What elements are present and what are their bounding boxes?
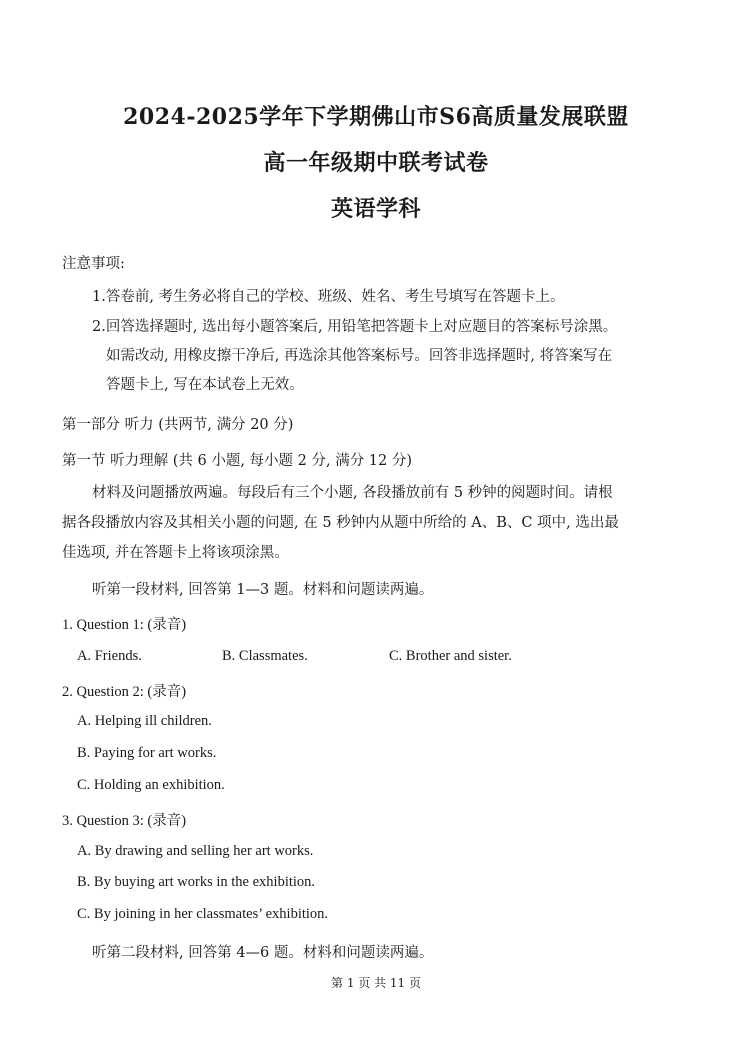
question-2-stem: 2. Question 2: (录音): [62, 684, 187, 700]
notes-item-1: 1.答卷前, 考生务必将自己的学校、班级、姓名、考生号填写在答题卡上。: [92, 289, 565, 305]
part1-heading: 第一部分 听力 (共两节, 满分 20 分): [62, 417, 294, 433]
page-number: 第 1 页 共 11 页: [331, 976, 421, 990]
question-1-stem: 1. Question 1: (录音): [62, 617, 187, 633]
question-2-option-b: B. Paying for art works.: [77, 745, 217, 761]
notes-item-2-line3: 答题卡上, 写在本试卷上无效。: [106, 377, 304, 393]
instructions-line2: 据各段播放内容及其相关小题的问题, 在 5 秒钟内从题中所给的 A、B、C 项中, 选出最: [62, 515, 619, 531]
exam-subject-title: 英语学科: [330, 196, 421, 222]
question-3-option-a: A. By drawing and selling her art works.: [77, 843, 314, 859]
question-1-option-c: C. Brother and sister.: [389, 648, 512, 664]
notes-heading: 注意事项:: [62, 256, 125, 272]
question-2-option-c: C. Holding an exhibition.: [77, 777, 225, 793]
question-1-option-b: B. Classmates.: [222, 648, 308, 664]
question-1-option-a: A. Friends.: [77, 648, 142, 664]
instructions-line1: 材料及问题播放两遍。每段后有三个小题, 各段播放前有 5 秒钟的阅题时间。请根: [92, 485, 613, 501]
instructions-line3: 佳选项, 并在答题卡上将该项涂黑。: [62, 545, 289, 561]
passage1-intro: 听第一段材料, 回答第 1—3 题。材料和问题读两遍。: [92, 582, 434, 598]
notes-item-2-line2: 如需改动, 用橡皮擦干净后, 再选涂其他答案标号。回答非选择题时, 将答案写在: [106, 348, 613, 364]
exam-title-line2: 高一年级期中联考试卷: [263, 150, 489, 176]
passage2-intro: 听第二段材料, 回答第 4—6 题。材料和问题读两遍。: [92, 945, 434, 961]
notes-item-2-line1: 2.回答选择题时, 选出每小题答案后, 用铅笔把答题卡上对应题目的答案标号涂黑。: [92, 319, 618, 335]
question-3-stem: 3. Question 3: (录音): [62, 813, 187, 829]
question-2-option-a: A. Helping ill children.: [77, 713, 212, 729]
question-3-option-b: B. By buying art works in the exhibition.: [77, 874, 316, 890]
question-3-option-c: C. By joining in her classmates’ exhibition.: [77, 906, 329, 922]
exam-title-line1: 2024-2025学年下学期佛山市S6高质量发展联盟: [123, 104, 629, 130]
section1-heading: 第一节 听力理解 (共 6 小题, 每小题 2 分, 满分 12 分): [62, 453, 413, 469]
